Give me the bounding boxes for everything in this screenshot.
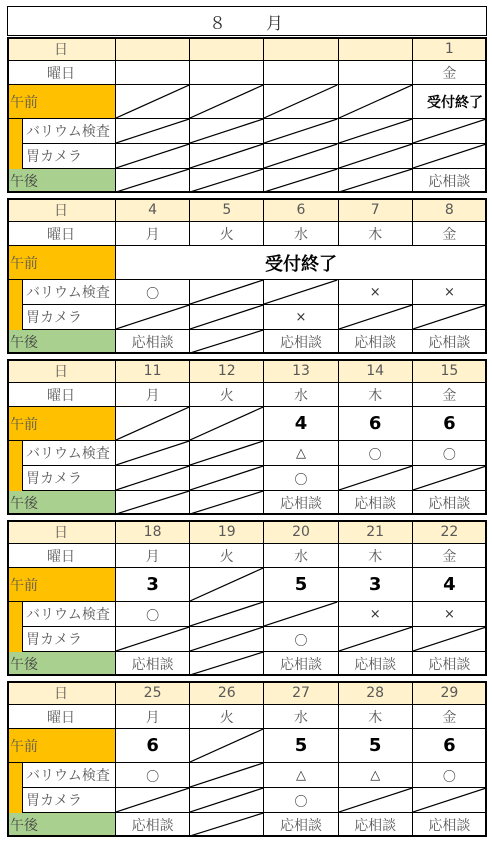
am-closed <box>116 85 190 119</box>
date-cell: 19 <box>190 520 264 544</box>
barium-mark: 〇 <box>339 441 413 466</box>
gastro-closed <box>190 788 264 813</box>
diagonal-slash <box>413 627 486 651</box>
weekday-cell: 月 <box>116 383 190 407</box>
week-block <box>7 198 487 354</box>
barium-closed <box>116 119 190 144</box>
weekday-cell: 木 <box>339 705 413 729</box>
am-closed <box>190 85 264 119</box>
date-cell: 28 <box>339 681 413 705</box>
barium-closed <box>190 119 264 144</box>
diagonal-slash <box>264 602 337 626</box>
diagonal-slash <box>190 813 263 836</box>
pm-closed <box>190 491 264 515</box>
diagonal-slash <box>190 119 263 143</box>
pm-closed <box>190 330 264 354</box>
pm-status: 応相談 <box>413 330 487 354</box>
weekday-cell: 月 <box>116 544 190 568</box>
gastro-closed <box>339 144 413 169</box>
gastro-closed <box>413 305 487 330</box>
gastro-closed <box>413 627 487 652</box>
pm-closed <box>190 652 264 676</box>
barium-label: バリウム検査 <box>23 763 116 788</box>
barium-mark: 〇 <box>116 280 190 305</box>
am-slots: 6 <box>339 407 413 441</box>
day-label: 日 <box>7 198 116 222</box>
am-closed <box>190 407 264 441</box>
gastro-label: 胃カメラ <box>23 144 116 169</box>
am-strip <box>7 441 23 491</box>
am-closed <box>190 729 264 763</box>
pm-label: 午後 <box>7 813 116 837</box>
diagonal-slash <box>264 280 337 304</box>
barium-label: バリウム検査 <box>23 602 116 627</box>
weekday-cell <box>190 61 264 85</box>
weekday-cell <box>116 61 190 85</box>
diagonal-slash <box>190 729 263 762</box>
barium-closed <box>264 280 338 305</box>
diagonal-slash <box>190 568 263 601</box>
am-closed <box>264 85 338 119</box>
pm-closed <box>116 169 190 193</box>
barium-closed <box>264 602 338 627</box>
barium-closed <box>264 119 338 144</box>
diagonal-slash <box>413 788 486 812</box>
gastro-closed <box>413 144 487 169</box>
gastro-label: 胃カメラ <box>23 466 116 491</box>
weekday-cell: 金 <box>413 383 487 407</box>
gastro-closed <box>413 466 487 491</box>
gastro-mark: 〇 <box>264 466 338 491</box>
diagonal-slash <box>116 441 189 465</box>
gastro-closed <box>190 627 264 652</box>
weekday-label: 曜日 <box>7 544 116 568</box>
gastro-mark: × <box>264 305 338 330</box>
am-label: 午前 <box>7 407 116 441</box>
pm-closed <box>190 169 264 193</box>
barium-mark: × <box>413 602 487 627</box>
date-cell: 13 <box>264 359 338 383</box>
diagonal-slash <box>339 119 412 143</box>
pm-label: 午後 <box>7 652 116 676</box>
am-slots: 6 <box>116 729 190 763</box>
pm-status: 応相談 <box>116 813 190 837</box>
am-label: 午前 <box>7 246 116 280</box>
gastro-closed <box>190 466 264 491</box>
diagonal-slash <box>264 144 337 168</box>
date-cell: 27 <box>264 681 338 705</box>
diagonal-slash <box>190 466 263 490</box>
gastro-label: 胃カメラ <box>23 627 116 652</box>
diagonal-slash <box>190 763 263 787</box>
barium-mark: × <box>413 280 487 305</box>
weekday-cell: 木 <box>339 222 413 246</box>
weekday-cell: 木 <box>339 383 413 407</box>
week-block <box>7 359 487 515</box>
am-banner: 受付終了 <box>116 246 487 280</box>
pm-status: 応相談 <box>339 813 413 837</box>
weekday-cell: 木 <box>339 544 413 568</box>
pm-status: 応相談 <box>339 330 413 354</box>
pm-closed <box>264 169 338 193</box>
gastro-closed <box>339 466 413 491</box>
date-cell: 26 <box>190 681 264 705</box>
am-slots: 5 <box>264 729 338 763</box>
weekday-cell: 月 <box>116 222 190 246</box>
weekday-cell: 火 <box>190 383 264 407</box>
weekday-cell: 月 <box>116 705 190 729</box>
diagonal-slash <box>339 627 412 651</box>
diagonal-slash <box>413 466 486 490</box>
gastro-mark: 〇 <box>264 788 338 813</box>
gastro-closed <box>116 788 190 813</box>
pm-status: 応相談 <box>339 652 413 676</box>
gastro-closed <box>190 305 264 330</box>
barium-mark: 〇 <box>413 763 487 788</box>
am-label: 午前 <box>7 568 116 602</box>
gastro-mark: 〇 <box>264 627 338 652</box>
pm-closed <box>339 169 413 193</box>
barium-closed <box>413 119 487 144</box>
date-cell: 15 <box>413 359 487 383</box>
pm-label: 午後 <box>7 330 116 354</box>
pm-status: 応相談 <box>413 652 487 676</box>
gastro-closed <box>264 144 338 169</box>
date-cell: 8 <box>413 198 487 222</box>
gastro-closed <box>339 305 413 330</box>
am-slots: 6 <box>413 407 487 441</box>
diagonal-slash <box>339 144 412 168</box>
diagonal-slash <box>190 407 263 440</box>
am-strip <box>7 602 23 652</box>
date-cell: 12 <box>190 359 264 383</box>
am-closed <box>190 568 264 602</box>
pm-status: 応相談 <box>413 813 487 837</box>
barium-label: バリウム検査 <box>23 119 116 144</box>
date-cell: 20 <box>264 520 338 544</box>
week-block <box>7 520 487 676</box>
date-cell: 22 <box>413 520 487 544</box>
diagonal-slash <box>116 788 189 812</box>
diagonal-slash <box>339 169 412 192</box>
barium-closed <box>190 763 264 788</box>
barium-closed <box>116 441 190 466</box>
day-label: 日 <box>7 37 116 61</box>
barium-label: バリウム検査 <box>23 280 116 305</box>
date-cell <box>116 37 190 61</box>
diagonal-slash <box>116 119 189 143</box>
am-label: 午前 <box>7 729 116 763</box>
weekday-cell: 火 <box>190 544 264 568</box>
pm-status: 応相談 <box>264 652 338 676</box>
barium-mark: 〇 <box>116 602 190 627</box>
gastro-closed <box>339 788 413 813</box>
pm-status: 応相談 <box>413 491 487 515</box>
diagonal-slash <box>116 627 189 651</box>
am-closed <box>339 85 413 119</box>
diagonal-slash <box>190 788 263 812</box>
date-cell <box>190 37 264 61</box>
am-strip <box>7 763 23 813</box>
date-cell: 11 <box>116 359 190 383</box>
weekday-cell <box>264 61 338 85</box>
day-label: 日 <box>7 359 116 383</box>
am-closed <box>116 407 190 441</box>
diagonal-slash <box>190 280 263 304</box>
diagonal-slash <box>339 85 412 118</box>
diagonal-slash <box>190 169 263 192</box>
pm-label: 午後 <box>7 169 116 193</box>
gastro-closed <box>116 144 190 169</box>
diagonal-slash <box>190 627 263 651</box>
date-cell: 14 <box>339 359 413 383</box>
gastro-closed <box>413 788 487 813</box>
diagonal-slash <box>339 466 412 490</box>
barium-closed <box>190 280 264 305</box>
barium-mark: △ <box>264 441 338 466</box>
weekday-cell: 水 <box>264 705 338 729</box>
date-cell: 5 <box>190 198 264 222</box>
am-slots: 6 <box>413 729 487 763</box>
pm-status: 応相談 <box>413 169 487 193</box>
diagonal-slash <box>116 466 189 490</box>
diagonal-slash <box>339 305 412 329</box>
diagonal-slash <box>116 169 189 192</box>
diagonal-slash <box>116 144 189 168</box>
gastro-closed <box>116 466 190 491</box>
weekday-cell: 水 <box>264 222 338 246</box>
am-strip <box>7 280 23 330</box>
diagonal-slash <box>190 652 263 675</box>
barium-mark: △ <box>264 763 338 788</box>
month-title: ８ 月 <box>7 6 487 36</box>
barium-closed <box>190 602 264 627</box>
diagonal-slash <box>190 85 263 118</box>
diagonal-slash <box>116 491 189 514</box>
am-slots: 5 <box>339 729 413 763</box>
date-cell: 7 <box>339 198 413 222</box>
barium-mark: × <box>339 280 413 305</box>
weekday-label: 曜日 <box>7 61 116 85</box>
diagonal-slash <box>190 305 263 329</box>
barium-mark: 〇 <box>116 763 190 788</box>
diagonal-slash <box>190 144 263 168</box>
date-cell: 4 <box>116 198 190 222</box>
weekday-label: 曜日 <box>7 705 116 729</box>
date-cell: 21 <box>339 520 413 544</box>
diagonal-slash <box>190 602 263 626</box>
diagonal-slash <box>339 788 412 812</box>
diagonal-slash <box>264 119 337 143</box>
gastro-label: 胃カメラ <box>23 788 116 813</box>
diagonal-slash <box>413 119 486 143</box>
weekday-cell: 火 <box>190 222 264 246</box>
am-label: 午前 <box>7 85 116 119</box>
pm-status: 応相談 <box>264 813 338 837</box>
gastro-label: 胃カメラ <box>23 305 116 330</box>
am-strip <box>7 119 23 169</box>
diagonal-slash <box>190 441 263 465</box>
barium-mark: △ <box>339 763 413 788</box>
am-status: 受付終了 <box>413 85 487 119</box>
diagonal-slash <box>116 407 189 440</box>
diagonal-slash <box>190 491 263 514</box>
pm-status: 応相談 <box>116 652 190 676</box>
pm-label: 午後 <box>7 491 116 515</box>
barium-mark: × <box>339 602 413 627</box>
diagonal-slash <box>413 144 486 168</box>
weekday-label: 曜日 <box>7 383 116 407</box>
week-block <box>7 37 487 193</box>
date-cell: 25 <box>116 681 190 705</box>
date-cell <box>339 37 413 61</box>
day-label: 日 <box>7 520 116 544</box>
barium-closed <box>339 119 413 144</box>
date-cell: 6 <box>264 198 338 222</box>
weekday-cell: 金 <box>413 61 487 85</box>
diagonal-slash <box>116 85 189 118</box>
week-block <box>7 681 487 837</box>
am-slots: 3 <box>116 568 190 602</box>
diagonal-slash <box>413 305 486 329</box>
pm-closed <box>116 491 190 515</box>
diagonal-slash <box>190 330 263 353</box>
pm-status: 応相談 <box>264 330 338 354</box>
weekday-cell: 水 <box>264 544 338 568</box>
date-cell: 29 <box>413 681 487 705</box>
diagonal-slash <box>116 305 189 329</box>
diagonal-slash <box>264 85 337 118</box>
barium-label: バリウム検査 <box>23 441 116 466</box>
weekday-cell <box>339 61 413 85</box>
weekday-cell: 火 <box>190 705 264 729</box>
pm-status: 応相談 <box>116 330 190 354</box>
weekday-cell: 金 <box>413 222 487 246</box>
gastro-closed <box>190 144 264 169</box>
pm-closed <box>190 813 264 837</box>
pm-status: 応相談 <box>339 491 413 515</box>
gastro-closed <box>116 627 190 652</box>
am-slots: 4 <box>413 568 487 602</box>
weekday-cell: 水 <box>264 383 338 407</box>
calendar <box>7 6 487 841</box>
am-slots: 3 <box>339 568 413 602</box>
date-cell <box>264 37 338 61</box>
weekday-label: 曜日 <box>7 222 116 246</box>
weekday-cell: 金 <box>413 544 487 568</box>
am-slots: 5 <box>264 568 338 602</box>
gastro-closed <box>339 627 413 652</box>
am-slots: 4 <box>264 407 338 441</box>
weekday-cell: 金 <box>413 705 487 729</box>
date-cell: 18 <box>116 520 190 544</box>
gastro-closed <box>116 305 190 330</box>
day-label: 日 <box>7 681 116 705</box>
date-cell: 1 <box>413 37 487 61</box>
barium-mark: 〇 <box>413 441 487 466</box>
pm-status: 応相談 <box>264 491 338 515</box>
diagonal-slash <box>264 169 337 192</box>
barium-closed <box>190 441 264 466</box>
